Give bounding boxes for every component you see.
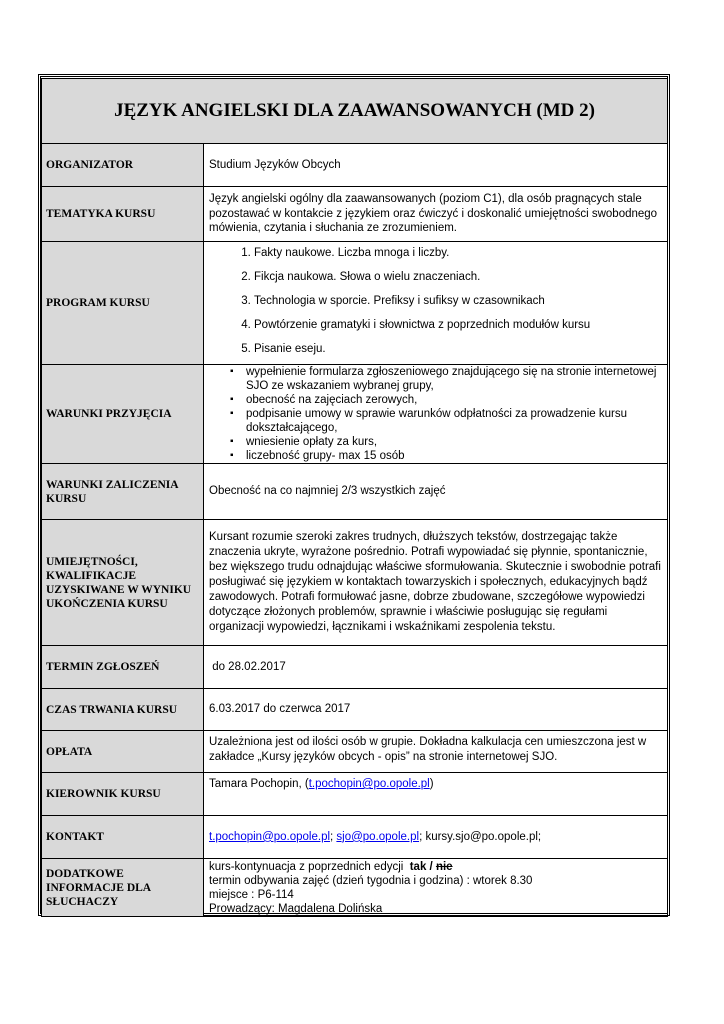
kontakt-sjo-link[interactable]: sjo@po.opole.pl — [336, 830, 420, 843]
kierownik-email-link[interactable]: t.pochopin@po.opole.pl — [308, 778, 430, 790]
condition-item: ▪ obecność na zajęciach zerowych, — [234, 393, 662, 407]
dodatkowe-slash: / — [426, 860, 436, 873]
label-program: PROGRAM KURSU — [42, 242, 204, 365]
kontakt-email-link[interactable]: t.pochopin@po.opole.pl — [209, 830, 331, 843]
program-item: 5. Pisanie eseju. — [254, 340, 662, 364]
condition-item: ▪ podpisanie umowy w sprawie warunków odpłatności za prowadzenie kursu dokształcającego, — [234, 407, 662, 435]
label-warunki-przyjecia: WARUNKI PRZYJĘCIA — [42, 365, 204, 464]
kontakt-kursy: ; kursy.sjo@po.opole.pl; — [419, 830, 542, 843]
course-info-table — [41, 78, 668, 917]
value-tematyka: Język angielski ogólny dla zaawansowanych (poziom C1), dla osób pragnących stale pozostawać w kontakcie z językiem oraz ćwiczyć i doskonalić umiejętności swobodnego mówienia, czytania i słuchania ze zrozumieniem. — [204, 187, 668, 242]
label-organizator: ORGANIZATOR — [42, 144, 204, 187]
condition-item: ▪ liczebność grupy- max 15 osób — [234, 449, 662, 463]
value-warunki-zaliczenia: Obecność na co najmniej 2/3 wszystkich zajęć — [204, 464, 668, 520]
condition-item: ▪ wypełnienie formularza zgłoszeniowego znajdującego się na stronie internetowej SJO ze wskazaniem wybranej grupy, — [234, 365, 662, 393]
value-dodatkowe — [204, 859, 668, 917]
kontakt-sep: ; — [330, 830, 337, 843]
program-item: 3. Technologia w sporcie. Prefiksy i sufiksy w czasownikach — [254, 292, 662, 316]
value-kontakt — [204, 816, 668, 859]
value-warunki-przyjecia — [204, 365, 668, 464]
label-dodatkowe: DODATKOWE INFORMACJE DLA SŁUCHACZY — [42, 859, 204, 917]
label-kierownik: KIEROWNIK KURSU — [42, 773, 204, 816]
label-warunki-zaliczenia: WARUNKI ZALICZENIA KURSU — [42, 464, 204, 520]
dodatkowe-line-2: termin odbywania zajęć (dzień tygodnia i godzina) : wtorek 8.30 — [209, 874, 533, 887]
label-umiejetnosci: UMIEJĘTNOŚCI, KWALIFIKACJE UZYSKIWANE W WYNIKU UKOŃCZENIA KURSU — [42, 520, 204, 646]
value-czas: 6.03.2017 do czerwca 2017 — [204, 689, 668, 731]
program-list — [209, 244, 662, 364]
label-oplata: OPŁATA — [42, 731, 204, 773]
value-program — [204, 242, 668, 365]
program-item: 4. Powtórzenie gramatyki i słownictwa z poprzednich modułów kursu — [254, 316, 662, 340]
label-termin: TERMIN ZGŁOSZEŃ — [42, 646, 204, 689]
dodatkowe-tak: tak — [409, 860, 427, 873]
value-umiejetnosci: Kursant rozumie szeroki zakres trudnych, dłuższych tekstów, dostrzegając także znaczenia ukryte, wyrażone pośrednio. Potrafi wypowiadać się płynnie, spontanicznie, bez większego trudu odnajdując właściwe sformułowania. Skutecznie i swobodnie potrafi posługiwać się językiem w kontaktach towarzyskich i społecznych, edukacyjnych bądź zawodowych. Potrafi formułować jasne, dobrze zbudowane, szczegółowe wypowiedzi dotyczące złożonych problemów, sprawnie i właściwie posługując się regułami organizacji wypowiedzi, łącznikami i wskaźnikami zespolenia tekstu. — [204, 520, 668, 646]
program-item: 2. Fikcja naukowa. Słowa o wielu znaczeniach. — [254, 268, 662, 292]
label-czas: CZAS TRWANIA KURSU — [42, 689, 204, 731]
program-item: 1. Fakty naukowe. Liczba mnoga i liczby. — [254, 244, 662, 268]
course-title: JĘZYK ANGIELSKI DLA ZAAWANSOWANYCH (MD 2) — [42, 79, 668, 144]
dodatkowe-line-1 — [209, 860, 662, 874]
dodatkowe-kontynuacja: kurs-kontynuacja z poprzednich edycji — [209, 860, 410, 873]
value-oplata: Uzależniona jest od ilości osób w grupie. Dokładna kalkulacja cen umieszczona jest w zakładce „Kursy języków obcych - opis” na stronie internetowej SJO. — [204, 731, 668, 773]
dodatkowe-line-3: miejsce : P6-114 — [209, 888, 294, 901]
label-tematyka: TEMATYKA KURSU — [42, 187, 204, 242]
label-kontakt: KONTAKT — [42, 816, 204, 859]
conditions-list — [209, 365, 662, 463]
value-termin: do 28.02.2017 — [204, 646, 668, 689]
dodatkowe-line-4: Prowadzący: Magdalena Dolińska — [209, 902, 383, 915]
condition-item: ▪ wniesienie opłaty za kurs, — [234, 435, 662, 449]
value-organizator: Studium Języków Obcych — [204, 144, 668, 187]
value-kierownik — [204, 773, 668, 816]
kierownik-name: Tamara Pochopin, ( — [209, 778, 309, 790]
dodatkowe-nie: nie — [435, 860, 453, 873]
kierownik-close: ) — [429, 778, 434, 790]
